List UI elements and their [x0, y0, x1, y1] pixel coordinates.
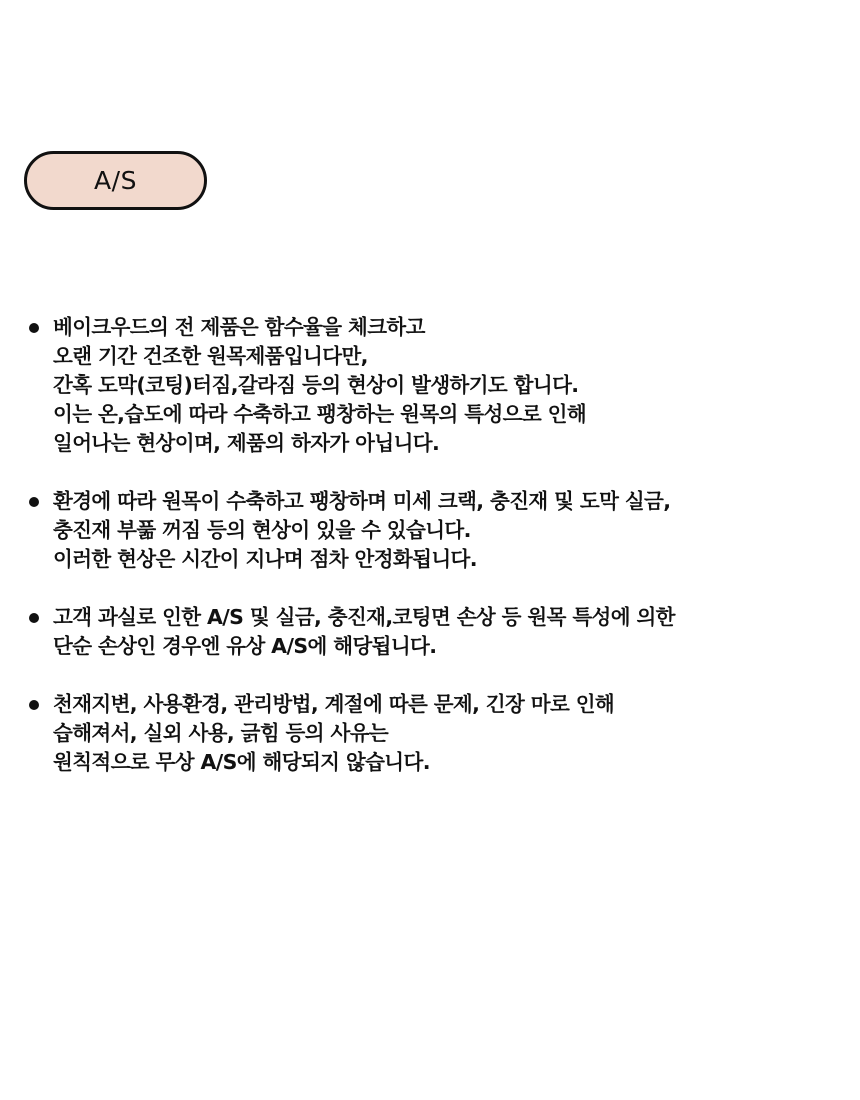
notice-line: 환경에 따라 원목이 수축하고 팽창하며 미세 크랙, 충진재 및 도막 실금,	[53, 489, 671, 513]
notice-line: 간혹 도막(코팅)터짐,갈라짐 등의 현상이 발생하기도 합니다.	[53, 373, 579, 397]
as-badge-label: A/S	[94, 166, 137, 195]
notice-item-environment	[28, 487, 838, 574]
notice-item-excluded-free-as	[28, 690, 838, 777]
bullet-icon	[29, 323, 39, 333]
notice-line: 일어나는 현상이며, 제품의 하자가 아닙니다.	[53, 431, 440, 455]
notice-line: 베이크우드의 전 제품은 함수율을 체크하고	[53, 315, 425, 339]
notice-line: 이러한 현상은 시간이 지나며 점차 안정화됩니다.	[53, 547, 477, 571]
notice-line: 원칙적으로 무상 A/S에 해당되지 않습니다.	[53, 750, 430, 774]
bullet-icon	[29, 613, 39, 623]
notice-line: 고객 과실로 인한 A/S 및 실금, 충진재,코팅면 손상 등 원목 특성에 의한	[53, 605, 675, 629]
notice-item-paid-as	[28, 603, 838, 661]
notice-line: 단순 손상인 경우엔 유상 A/S에 해당됩니다.	[53, 634, 437, 658]
notice-item-wood-characteristics	[28, 313, 838, 458]
as-notice-list	[28, 313, 838, 806]
notice-line: 충진재 부풂 꺼짐 등의 현상이 있을 수 있습니다.	[53, 518, 471, 542]
bullet-icon	[29, 497, 39, 507]
bullet-icon	[29, 700, 39, 710]
notice-line: 오랜 기간 건조한 원목제품입니다만,	[53, 344, 368, 368]
notice-line: 천재지변, 사용환경, 관리방법, 계절에 따른 문제, 긴장 마로 인해	[53, 692, 615, 716]
notice-line: 습해져서, 실외 사용, 긁힘 등의 사유는	[53, 721, 389, 745]
as-badge	[24, 151, 207, 210]
notice-line: 이는 온,습도에 따라 수축하고 팽창하는 원목의 특성으로 인해	[53, 402, 587, 426]
